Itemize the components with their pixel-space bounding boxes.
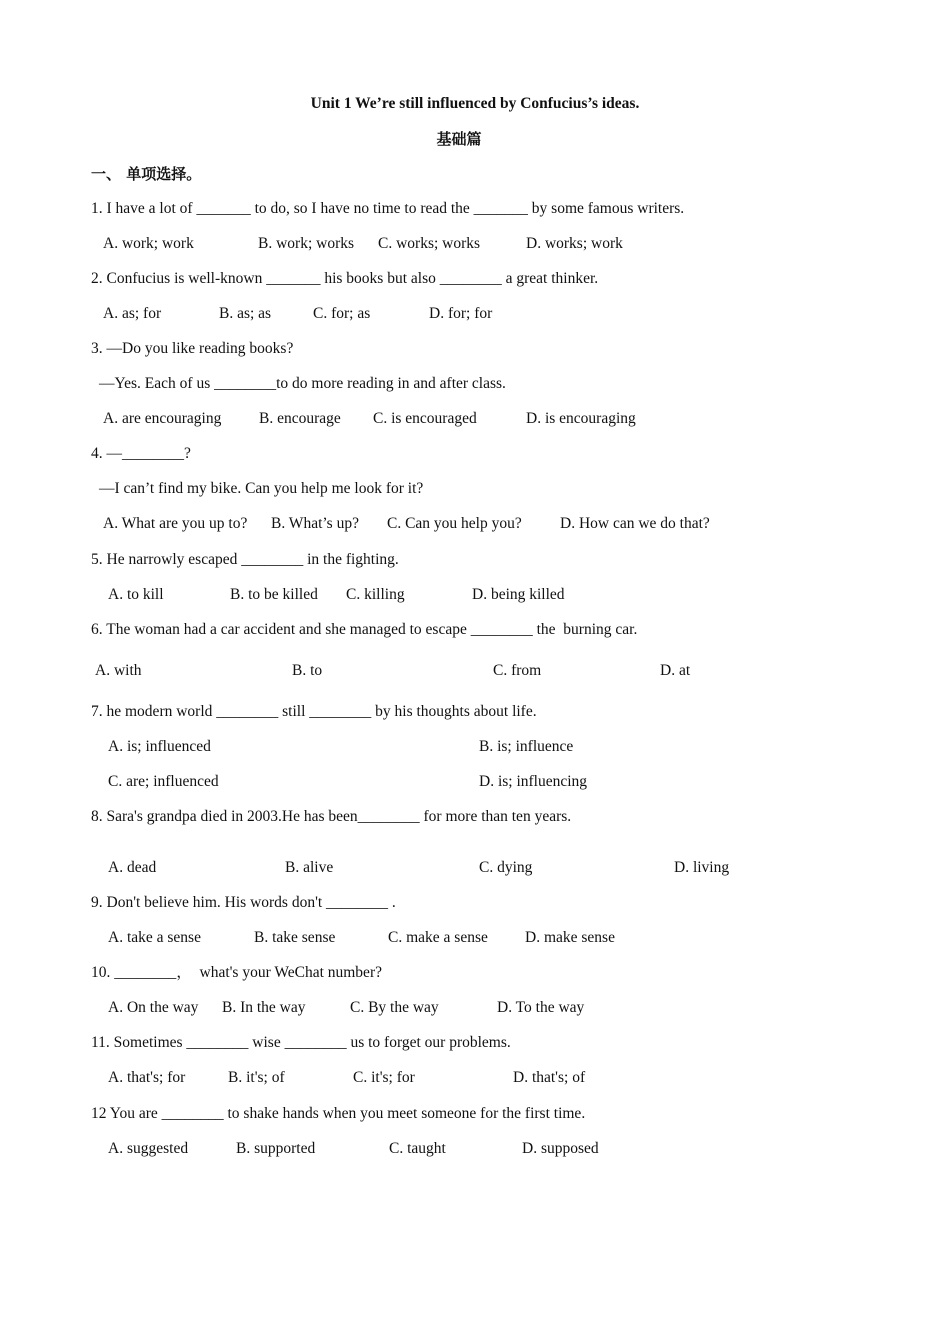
question-3-stem: 3. —Do you like reading books?	[91, 340, 294, 357]
question-2-stem: 2. Confucius is well-known _______ his books but also ________ a great thinker.	[91, 270, 599, 287]
question-9-option-b: B. take sense	[254, 929, 336, 946]
question-11-option-d: D. that's; of	[513, 1069, 586, 1086]
question-12-stem: 12 You are ________ to shake hands when you meet someone for the first time.	[91, 1105, 586, 1122]
question-11-option-a: A. that's; for	[108, 1069, 186, 1086]
question-6-option-b: B. to	[292, 662, 323, 679]
question-2-option-c: C. for; as	[313, 305, 371, 322]
question-5-option-d: D. being killed	[472, 586, 565, 603]
question-5-stem: 5. He narrowly escaped ________ in the fighting.	[91, 551, 399, 568]
question-4-option-a: A. What are you up to?	[103, 515, 248, 532]
question-9-option-a: A. take a sense	[108, 929, 201, 946]
question-9-stem: 9. Don't believe him. His words don't ________ .	[91, 894, 396, 911]
question-1-option-c: C. works; works	[378, 235, 481, 252]
question-4-stem: 4. —________?	[91, 445, 191, 462]
question-2-option-d: D. for; for	[429, 305, 493, 322]
question-4-option-c: C. Can you help you?	[387, 515, 522, 532]
question-12-option-b: B. supported	[236, 1140, 316, 1157]
question-12-option-d: D. supposed	[522, 1140, 599, 1157]
question-9-option-c: C. make a sense	[388, 929, 488, 946]
question-8-option-d: D. living	[674, 859, 730, 876]
question-12-option-a: A. suggested	[108, 1140, 189, 1157]
question-11-option-b: B. it's; of	[228, 1069, 285, 1086]
question-1-stem: 1. I have a lot of _______ to do, so I have no time to read the _______ by some famous writers.	[91, 200, 685, 217]
question-6-option-c: C. from	[493, 662, 542, 679]
question-5-option-a: A. to kill	[108, 586, 164, 603]
question-3-option-b: B. encourage	[259, 410, 341, 427]
question-4-option-d: D. How can we do that?	[560, 515, 710, 532]
question-3-option-a: A. are encouraging	[103, 410, 222, 427]
question-8-option-a: A. dead	[108, 859, 157, 876]
question-10-option-c: C. By the way	[350, 999, 439, 1016]
question-8-option-b: B. alive	[285, 859, 334, 876]
question-7-stem: 7. he modern world ________ still ________ by his thoughts about life.	[91, 703, 537, 720]
question-10-option-a: A. On the way	[108, 999, 199, 1016]
section-heading: 一、 单项选择。	[91, 165, 202, 183]
question-2-option-a: A. as; for	[103, 305, 162, 322]
question-11-stem: 11. Sometimes ________ wise ________ us to forget our problems.	[91, 1034, 511, 1051]
question-6-option-d: D. at	[660, 662, 691, 679]
question-6-option-a: A. with	[95, 662, 142, 679]
question-8-stem: 8. Sara's grandpa died in 2003.He has been________ for more than ten years.	[91, 808, 572, 825]
question-1-option-d: D. works; work	[526, 235, 623, 252]
question-4-option-b: B. What’s up?	[271, 515, 359, 532]
question-8-option-c: C. dying	[479, 859, 533, 876]
question-5-option-b: B. to be killed	[230, 586, 318, 603]
question-6-stem: 6. The woman had a car accident and she managed to escape ________ the burning car.	[91, 621, 638, 638]
question-3-option-d: D. is encouraging	[526, 410, 636, 427]
question-10-option-d: D. To the way	[497, 999, 585, 1016]
question-4-stem-reply: —I can’t find my bike. Can you help me look for it?	[99, 480, 424, 497]
question-7-option-d: D. is; influencing	[479, 773, 588, 790]
question-1-option-b: B. work; works	[258, 235, 355, 252]
question-7-option-b: B. is; influence	[479, 738, 574, 755]
question-5-option-c: C. killing	[346, 586, 405, 603]
question-3-option-c: C. is encouraged	[373, 410, 477, 427]
question-7-option-c: C. are; influenced	[108, 773, 219, 790]
question-10-option-b: B. In the way	[222, 999, 306, 1016]
question-12-option-c: C. taught	[389, 1140, 446, 1157]
question-7-option-a: A. is; influenced	[108, 738, 211, 755]
question-1-option-a: A. work; work	[103, 235, 194, 252]
question-2-option-b: B. as; as	[219, 305, 272, 322]
question-11-option-c: C. it's; for	[353, 1069, 415, 1086]
question-3-stem-reply: —Yes. Each of us ________to do more reading in and after class.	[99, 375, 506, 392]
page-title: Unit 1 We’re still influenced by Confucius’s ideas.	[310, 95, 640, 112]
question-9-option-d: D. make sense	[525, 929, 615, 946]
question-10-stem: 10. ________， what's your WeChat number?	[91, 964, 382, 981]
page-subtitle: 基础篇	[436, 130, 482, 148]
